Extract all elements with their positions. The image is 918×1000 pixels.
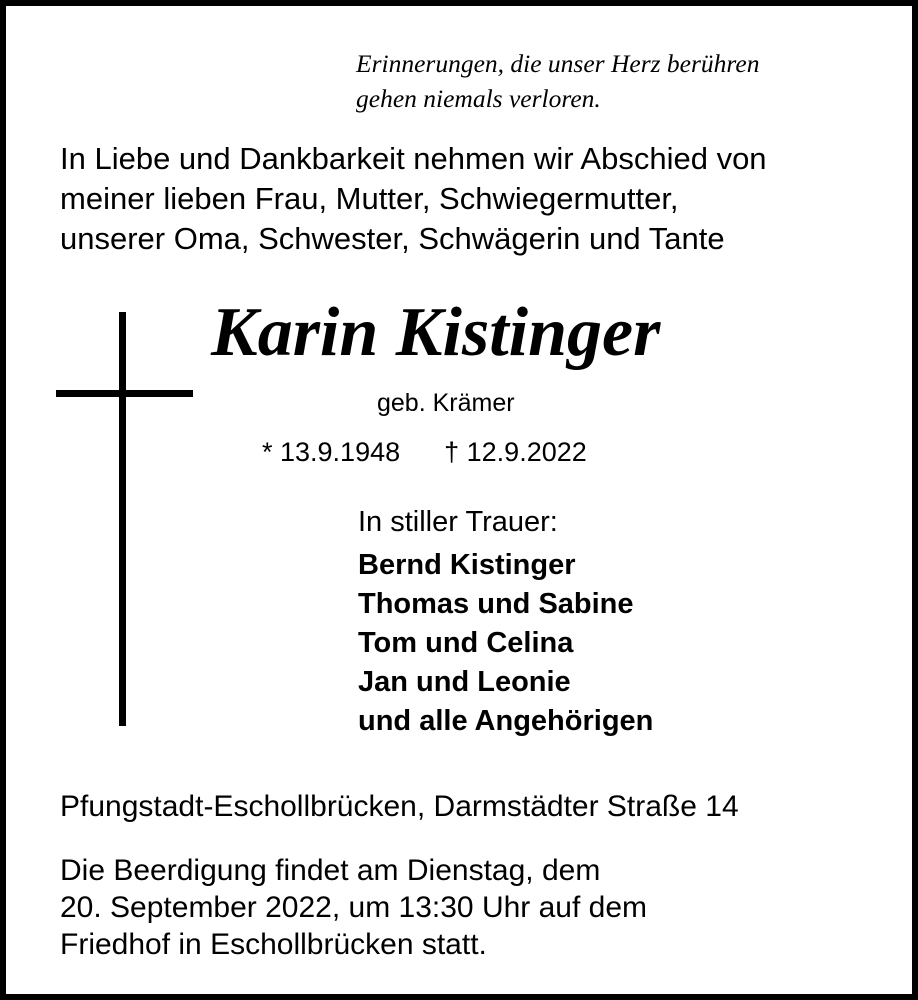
quote-line: Erinnerungen, die unser Herz berühren [356, 49, 760, 78]
farewell-line: In Liebe und Dankbarkeit nehmen wir Abschied von [60, 141, 767, 176]
mourner-name: und alle Angehörigen [358, 705, 654, 737]
life-dates [262, 434, 587, 470]
mourner-name: Thomas und Sabine [358, 588, 634, 620]
cross-icon [119, 312, 126, 726]
funeral-line: 20. September 2022, um 13:30 Uhr auf dem [60, 891, 648, 924]
farewell-text [60, 139, 767, 259]
mourner-name: Tom und Celina [358, 627, 574, 659]
memorial-quote [356, 46, 759, 116]
mourning-label: In stiller Trauer: [358, 506, 558, 538]
mourner-name: Bernd Kistinger [358, 549, 576, 581]
deceased-name: Karin Kistinger [211, 294, 661, 371]
death-date: † 12.9.2022 [444, 437, 587, 467]
farewell-line: unserer Oma, Schwester, Schwägerin und Tante [60, 221, 725, 256]
funeral-line: Friedhof in Eschollbrücken statt. [60, 928, 487, 961]
funeral-details [60, 852, 647, 963]
mourner-name: Jan und Leonie [358, 666, 571, 698]
farewell-line: meiner lieben Frau, Mutter, Schwiegermutter, [60, 181, 679, 216]
maiden-name: geb. Krämer [377, 389, 515, 417]
birth-date: * 13.9.1948 [262, 437, 401, 467]
quote-line: gehen niemals verloren. [356, 84, 601, 113]
funeral-line: Die Beerdigung findet am Dienstag, dem [60, 854, 601, 887]
mourners-list [358, 546, 653, 741]
cross-icon-crossbar [56, 390, 193, 397]
family-address: Pfungstadt-Eschollbrücken, Darmstädter Straße 14 [60, 790, 739, 823]
